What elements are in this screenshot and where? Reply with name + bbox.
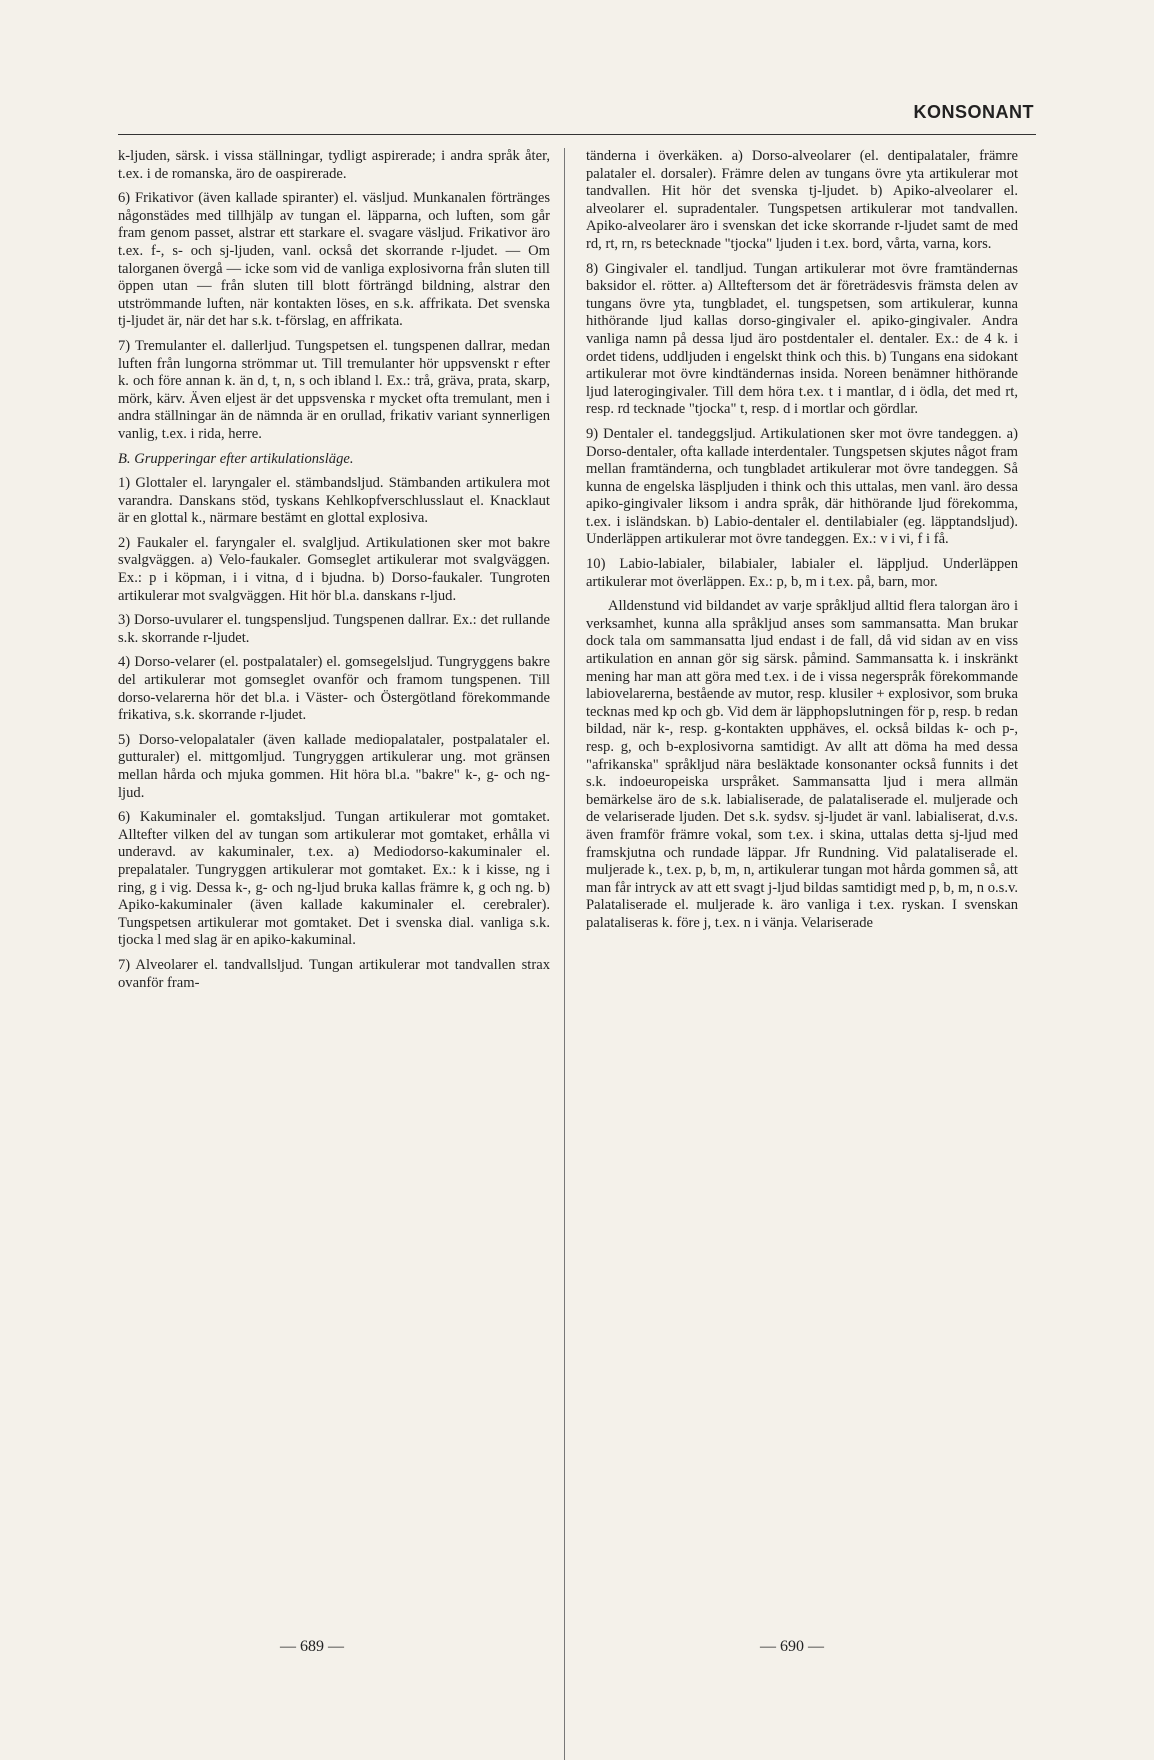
running-title: KONSONANT bbox=[913, 102, 1034, 122]
column-divider bbox=[564, 148, 565, 1760]
paragraph: 9) Dentaler el. tandeggsljud. Artikulationen sker mot övre tandeggen. a) Dorso-dentaler, ofta kallade interdentaler. Tungspetsen skjutes något fram mellan framtänderna, och tungbladet artikulerar mot övre tandeggen. Så kunna de engelska läspljuden i think och this uttalas, men vanl. äro dessa apiko-gingivaler liksom i andra språk, där hithörande ljud förekomma, t.ex. i isländskan. b) Labio-dentaler el. dentilabialer (eg. läpptandsljud). Underläppen artikulerar mot övre tandeggen. Ex.: v i vi, f i få. bbox=[586, 425, 1018, 548]
paragraph: tänderna i överkäken. a) Dorso-alveolarer (el. dentipalataler, främre palataler el. dorsaler). Främre delen av tungans övre yta artikulerar mot tandvallen. Hit hör det svenska tj-ljudet. b) Apiko-alveolarer el. alveolarer el. supradentaler. Tungspetsen artikulerar mot tandvallen. Apiko-alveolarer äro i svenskan det icke skorrande r-ljudet samt de med rd, rt, rn, rs betecknade "tjocka" ljuden i t.ex. bord, vårta, varna, kors. bbox=[586, 148, 1018, 252]
paragraph: k-ljuden, särsk. i vissa ställningar, tydligt aspirerade; i andra språk åter, t.ex. i de romanska, äro de oaspirerade. bbox=[118, 148, 550, 182]
paragraph: 5) Dorso-velopalataler (även kallade mediopalataler, postpalataler el. gutturaler) el. mittgomljud. Tungryggen artikulerar ung. mot gränsen mellan hårda och mjuka gommen. Hit höra bl.a. "bakre" k-, g- och ng-ljud. bbox=[118, 731, 550, 801]
page-number-left: — 689 — bbox=[280, 1638, 344, 1655]
paragraph: 7) Alveolarer el. tandvallsljud. Tungan artikulerar mot tandvallen strax ovanför fram- bbox=[118, 956, 550, 991]
paragraph: 7) Tremulanter el. dallerljud. Tungspetsen el. tungspenen dallrar, medan luften från lungorna strömmar ut. Till tremulanter hör uppsvenskt r efter k. och före annan k. än d, t, n, s och ibland l. Ex.: trå, gräva, prata, skarp, mörk, kärv. Även eljest är det uppsvenska r mycket ofta tremulant, men i andra ställningar än de nämnda är en orullad, frikativ variant synnerligen vanlig, t.ex. i rida, herre. bbox=[118, 337, 550, 442]
paragraph: 3) Dorso-uvularer el. tungspensljud. Tungspenen dallrar. Ex.: det rullande s.k. skorrande r-ljudet. bbox=[118, 612, 550, 646]
paragraph: 6) Kakuminaler el. gomtaksljud. Tungan artikulerar mot gomtaket. Alltefter vilken del av tungan som artikulerar mot gomtaket, erhålla vi underavd. av kakuminaler, t.ex. a) Mediodorso-kakuminaler el. prepalataler. Tungryggen artikulerar mot gomtaket. Ex.: k i kisse, ng i ring, g i vig. Dessa k-, g- och ng-ljud bruka kallas främre k, g och ng. b) Apiko-kakuminaler (även kallade kakuminaler el. cerebraler). Tungspetsen artikulerar mot gomtaket. Det i svenska dial. vanliga s.k. tjocka l med slag är en apiko-kakuminal. bbox=[118, 809, 550, 949]
paragraph: 4) Dorso-velarer (el. postpalataler) el. gomsegelsljud. Tungryggens bakre del artikulerar mot gomseglet ovanför och framom tungspenen. Till dorso-velarerna hör det bl.a. i Väster- och Östergötland förekommande frikativa, s.k. skorrande r-ljudet. bbox=[118, 654, 550, 724]
left-column bbox=[118, 148, 550, 999]
page-number-right: — 690 — bbox=[760, 1638, 824, 1655]
paragraph: 1) Glottaler el. laryngaler el. stämbandsljud. Stämbanden artikulera mot varandra. Danskans stöd, tyskans Kehlkopfverschlusslaut el. Knacklaut är en glottal k., närmare bestämt en glottal explosiva. bbox=[118, 475, 550, 527]
paragraph: 6) Frikativor (även kallade spiranter) el. väsljud. Munkanalen förtränges någonstädes med tillhjälp av tungan el. läpparna, och luften, som går fram genom passet, alstrar ett starkare el. svagare väsljud. Frikativor äro t.ex. f-, s- och sj-ljuden, vanl. också det skorrande r-ljudet. — Om talorganen övergå — icke som vid de vanliga explosivorna från sluten till öppen utan — från sluten till blott förträngd bildning, alstrar den utströmmande luften, när kontakten löses, en s.k. affrikata. Det svenska tj-ljudet är, när det har s.k. t-förslag, en affrikata. bbox=[118, 190, 550, 330]
header-rule bbox=[118, 134, 1036, 135]
paragraph: Alldenstund vid bildandet av varje språkljud alltid flera talorgan äro i verksamhet, kunna alla språkljud anses som sammansatta. Man brukar dock tala om sammansatta ljud endast i de fall, då vid sidan av en viss artikulation en annan gör sig särsk. påmind. Sammansatta k. i inskränkt mening har man att göra med t.ex. i de i vissa negerspråk förekommande labiovelarerna, bestående av mutor, resp. klusiler + explosivor, som bruka tecknas med kp och gb. Vid dem är läpphopslutningen för p, resp. b redan bildad, när k-, resp. g-kontakten upphäves, el. också bildas k- och p-, resp. g, och b-explosivorna samtidigt. Av allt att döma ha med dessa "afrikanska" språkljud nära besläktade konsonanter också funnits i det s.k. indoeuropeiska urspråket. Sammansatta ljud i mera allmän bemärkelse äro de s.k. labialiserade, de palataliserade el. muljerade och de velariserade ljuden. Det s.k. sydsv. sj-ljudet är vanl. labialiserat, d.v.s. även framför främre vokal, som t.ex. i skina, uttalas detta sj-ljud med framskjutna och rundade läppar. Jfr Rundning. Vid palataliserade el. muljerade k., t.ex. p, b, m, n, artikulerar tungan mot hårda gommen så, att man får intryck av att ett svagt j-ljud bildas samtidigt med p, b, m, n o.s.v. Palataliserade el. muljerade k. äro vanliga i t.ex. ryskan. I svenskan palataliseras k. före j, t.ex. n i vänja. Velariserade bbox=[586, 598, 1018, 931]
right-column bbox=[586, 148, 1018, 940]
paragraph: 10) Labio-labialer, bilabialer, labialer el. läppljud. Underläppen artikulerar mot överläppen. Ex.: p, b, m i t.ex. på, barn, mor. bbox=[586, 556, 1018, 590]
paragraph: 2) Faukaler el. faryngaler el. svalgljud. Artikulationen sker mot bakre svalgväggen. a) Velo-faukaler. Gomseglet artikulerar mot svalgväggen. Ex.: p i köpman, i i vitna, d i bjudna. b) Dorso-faukaler. Tungroten artikulerar mot svalgväggen. Hit hör bl.a. danskans r-ljud. bbox=[118, 534, 550, 604]
paragraph: 8) Gingivaler el. tandljud. Tungan artikulerar mot övre framtändernas baksidor el. rötter. a) Allteftersom det är företrädesvis främsta delen av tungans övre yta, tungbladet, el. tungspetsen, som artikulerar, kunna hithörande ljud kallas dorso-gingivaler el. apiko-gingivaler. Andra vanliga namn på dessa ljud äro postdentaler el. dentaler. Ex.: de 4 k. i ordet tidens, uddljuden i engelskt think och this. b) Tungans ena sidokant artikulerar mot övre kindtändernas insida. Noreen benämner hithörande ljud laterogingivaler. Till dem höra t.ex. t i mantlar, d i ödla, det med rt, resp. rd tecknade "tjocka" t, resp. d i mortlar och gördlar. bbox=[586, 260, 1018, 418]
section-heading: B. Grupperingar efter artikulationsläge. bbox=[118, 450, 354, 467]
